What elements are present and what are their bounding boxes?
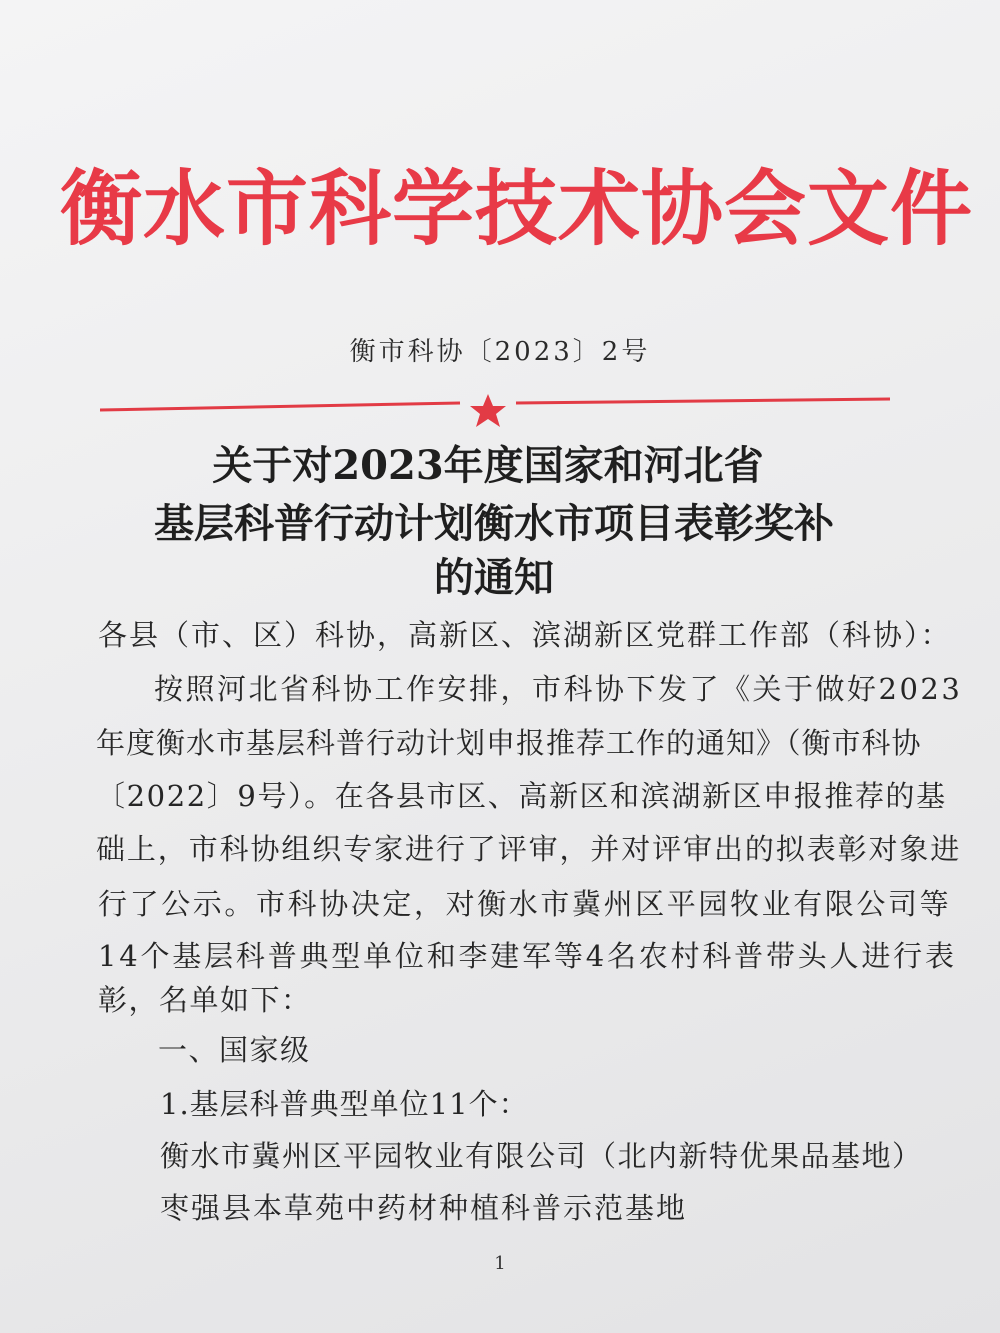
subsection-heading: 1.基层科普典型单位11个： [160,1087,529,1121]
paragraph-line: 础上，市科协组织专家进行了评审，并对评审出的拟表彰对象进 [96,832,962,866]
red-divider-with-star [100,392,890,432]
paragraph-line: 14个基层科普典型单位和李建军等4名农村科普带头人进行表 [98,939,957,973]
notice-title-line-1: 关于对2023年度国家和河北省 [212,442,764,489]
notice-title-line-2: 基层科普行动计划衡水市项目表彰奖补 [154,500,834,547]
unit-list-item: 衡水市冀州区平园牧业有限公司（北内新特优果品基地） [160,1139,923,1173]
red-divider-right [516,399,890,403]
paragraph-line: 行了公示。市科协决定，对衡水市冀州区平园牧业有限公司等 [98,887,952,921]
issuing-authority-title: 衡水市科学技术协会文件 [60,162,974,257]
paragraph-line: 按照河北省科协工作安排，市科协下发了《关于做好2023 [154,672,963,706]
page-number: 1 [494,1253,506,1274]
addressee: 各县（市、区）科协，高新区、滨湖新区党群工作部（科协）： [98,618,952,652]
unit-list-item: 枣强县本草苑中药材种植科普示范基地 [160,1191,688,1225]
red-star-icon [470,394,506,427]
paragraph-line: 〔2022〕9号）。在各县市区、高新区和滨湖新区申报推荐的基 [96,779,947,813]
paragraph-line: 年度衡水市基层科普行动计划申报推荐工作的通知》（衡市科协 [96,726,922,760]
document-number: 衡市科协〔2023〕2号 [349,337,651,367]
paragraph-line: 彰，名单如下： [98,983,312,1017]
red-divider-left [100,403,460,410]
notice-title-line-3: 的通知 [434,554,554,601]
section-heading: 一、国家级 [158,1033,311,1067]
